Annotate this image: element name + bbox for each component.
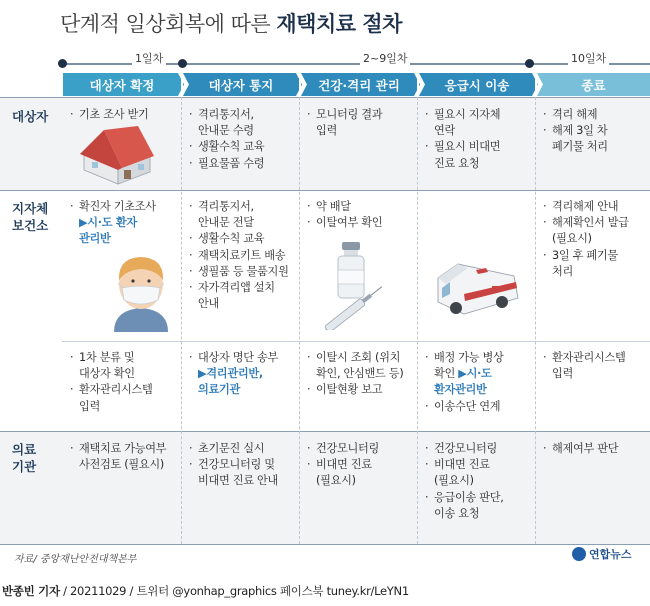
stage-chevron-3 xyxy=(414,73,426,96)
cell-local-3 xyxy=(307,199,417,231)
cell-medical-3 xyxy=(307,441,417,490)
list-item: · 해제확인서 발급 (필요시) xyxy=(543,215,650,247)
cell-local-2 xyxy=(189,199,301,312)
cell-medical-1 xyxy=(70,441,182,473)
divider-top xyxy=(0,97,650,98)
local-1-text: 확진자 기초조사 xyxy=(79,200,156,213)
list-item: · 격리해제 안내 xyxy=(543,199,650,215)
list-item: · 환자관리시스템 입력 xyxy=(543,350,650,382)
stage-header-3: 건강·격리 관리 xyxy=(301,73,417,96)
stage-header-2: 대상자 통지 xyxy=(183,73,299,96)
list-item: · 건강모니터링 xyxy=(425,441,535,457)
credit-footer xyxy=(2,583,409,599)
list-item: · 자가격리앱 설치 안내 xyxy=(189,280,301,312)
list-item: · 생활수칙 교육 xyxy=(189,139,299,155)
list-item: · 격리통지서, 안내문 수령 xyxy=(189,107,299,139)
list-item xyxy=(70,199,180,215)
timeline-label-day2-9: 2~9일차 xyxy=(360,50,410,66)
cell-target-5 xyxy=(543,107,650,156)
list-item: · 1차 분류 및 대상자 확인 xyxy=(70,350,180,382)
stage-chevron-1 xyxy=(178,73,190,96)
list-item: · 이송수단 연계 xyxy=(425,399,535,415)
list-item: · 격리 해제 xyxy=(543,107,650,123)
cell-local-sub-2 xyxy=(189,350,299,399)
divider-local-sub xyxy=(62,341,650,342)
source-note: 자료/ 중앙재난안전대책본부 xyxy=(14,554,137,565)
yonhap-logo-icon xyxy=(572,547,586,561)
row-label-target: 대상자 xyxy=(12,109,49,124)
list-item: · 건강모니터링 xyxy=(307,441,417,457)
vaccine-illustration xyxy=(310,240,394,330)
list-item: · 해제여부 판단 xyxy=(543,441,650,457)
list-item: · 격리통지서, 안내문 전달 xyxy=(189,199,301,231)
column-divider-4 xyxy=(535,97,536,544)
stage-header-1: 대상자 확정 xyxy=(63,73,181,96)
cell-target-3 xyxy=(307,107,417,139)
cell-medical-5 xyxy=(543,441,650,457)
cell-local-1 xyxy=(70,199,180,248)
list-item: · 3일 후 폐기물 처리 xyxy=(543,248,650,280)
local-sub-4-arrow: ▶시·도 환자관리반 xyxy=(434,367,492,397)
cell-local-sub-3 xyxy=(307,350,419,399)
masked-person-illustration xyxy=(106,250,176,332)
list-item: · 약 배달 xyxy=(307,199,417,215)
local-1-arrow: ▶시·도 환자 관리반 xyxy=(79,216,137,246)
title-normal: 단계적 일상회복에 따른 xyxy=(60,12,277,36)
credit-details: / 20211029 / 트위터 @yonhap_graphics 페이스북 tuney.kr/LeYN1 xyxy=(59,584,409,598)
timeline-label-day1: 1일차 xyxy=(132,50,166,66)
yonhap-logo xyxy=(572,546,632,562)
cell-target-1 xyxy=(70,107,180,123)
title-bold: 재택치료 절차 xyxy=(276,12,402,36)
list-item: · 생필품 등 물품지원 xyxy=(189,264,301,280)
divider-bottom xyxy=(0,544,650,545)
list-item: · 비대면 진료 (필요시) xyxy=(307,457,417,489)
list-item: · 이탈여부 확인 xyxy=(307,215,417,231)
column-divider-1 xyxy=(181,97,182,544)
list-item: · 필요시 비대면 진료 요청 xyxy=(425,139,535,171)
reporter-name: 반종빈 기자 xyxy=(2,584,60,598)
list-item xyxy=(189,350,299,366)
list-item xyxy=(425,350,535,399)
list-item: · 건강모니터링 및 비대면 진료 안내 xyxy=(189,457,301,489)
list-item: · 응급이송 판단, 이송 요청 xyxy=(425,490,535,522)
list-item: · 필요물품 수령 xyxy=(189,156,299,172)
list-item: · 환자관리시스템 입력 xyxy=(70,382,180,414)
stage-header-5: 종료 xyxy=(537,73,650,96)
list-item: · 생활수칙 교육 xyxy=(189,231,301,247)
cell-local-sub-4 xyxy=(425,350,535,415)
cell-medical-4 xyxy=(425,441,535,522)
list-item: · 해제 3일 차 폐기물 처리 xyxy=(543,123,650,155)
row-label-local: 지자체 보건소 xyxy=(12,201,49,233)
cell-local-sub-1 xyxy=(70,350,180,415)
page-title xyxy=(60,8,402,38)
local-sub-2-arrow: ▶격리관리반, 의료기관 xyxy=(198,367,263,397)
stage-chevron-4 xyxy=(532,73,544,96)
divider-target-local xyxy=(0,190,650,191)
timeline-dot-start xyxy=(58,59,67,68)
list-item: · 초기문진 실시 xyxy=(189,441,301,457)
divider-local-medical xyxy=(0,431,650,432)
stage-header-4: 응급시 이송 xyxy=(419,73,535,96)
timeline-label-day10: 10일차 xyxy=(568,50,609,66)
list-item: · 필요시 지자체 연락 xyxy=(425,107,535,139)
cell-target-4 xyxy=(425,107,535,172)
cell-local-5 xyxy=(543,199,650,280)
logo-text: 연합뉴스 xyxy=(589,548,632,561)
cell-target-2 xyxy=(189,107,299,172)
list-item: · 재택치료 가능여부 사전검토 (필요시) xyxy=(70,441,182,473)
timeline-dot-day9 xyxy=(525,59,534,68)
cell-local-sub-5 xyxy=(543,350,650,382)
local-sub-4-text: 배정 가능 병상 확인 xyxy=(434,351,504,381)
ambulance-illustration xyxy=(428,248,528,324)
column-divider-3 xyxy=(417,97,418,544)
list-item: · 이탈시 조회 (위치 확인, 안심밴드 등) xyxy=(307,350,419,382)
cell-medical-2 xyxy=(189,441,301,490)
list-item: · 재택치료키트 배송 xyxy=(189,248,301,264)
list-item: · 이탈현황 보고 xyxy=(307,382,419,398)
timeline-dot-day1 xyxy=(178,59,187,68)
list-item: · 기초 조사 받기 xyxy=(70,107,180,123)
list-item: · 비대면 진료 (필요시) xyxy=(425,457,535,489)
house-illustration xyxy=(78,124,156,186)
list-item: · 모니터링 결과 입력 xyxy=(307,107,417,139)
row-label-medical: 의료 기관 xyxy=(12,442,37,474)
stage-chevron-2 xyxy=(296,73,308,96)
local-sub-2-text: 대상자 명단 송부 xyxy=(198,351,279,364)
